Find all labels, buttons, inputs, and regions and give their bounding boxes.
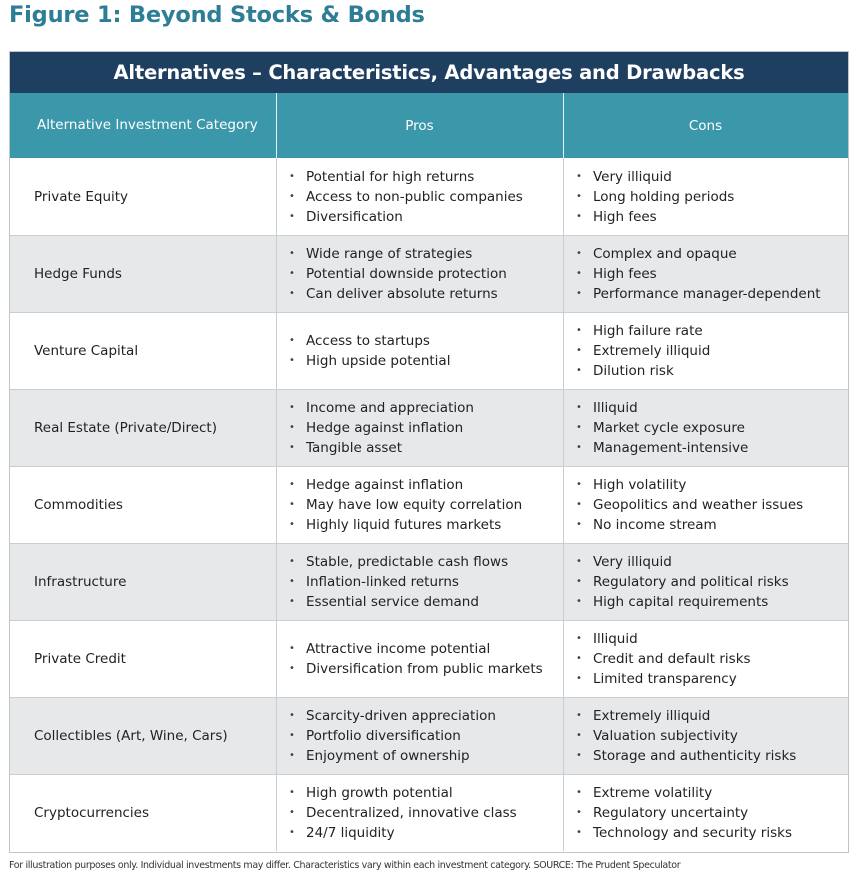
- pro-item: • Inflation-linked returns: [289, 572, 508, 592]
- table-row: [10, 466, 848, 543]
- category-cell: Collectibles (Art, Wine, Cars): [34, 728, 228, 744]
- pros-cell: [276, 698, 563, 774]
- cons-list: [576, 321, 710, 381]
- pro-item: • 24/7 liquidity: [289, 823, 517, 843]
- con-item: • Valuation subjectivity: [576, 726, 796, 746]
- con-item: • Extremely illiquid: [576, 706, 796, 726]
- con-item: • Complex and opaque: [576, 244, 821, 264]
- pro-item: • High upside potential: [289, 351, 450, 371]
- con-item: • High fees: [576, 264, 821, 284]
- header-category: Alternative Investment Category: [37, 117, 258, 133]
- table-row: [10, 774, 848, 851]
- con-item: • Very illiquid: [576, 552, 789, 572]
- cons-cell: [563, 236, 848, 312]
- cons-cell: [563, 621, 848, 697]
- cons-list: [576, 783, 792, 843]
- pro-item: • May have low equity correlation: [289, 495, 522, 515]
- cons-cell: [563, 313, 848, 389]
- pro-item: • Stable, predictable cash flows: [289, 552, 508, 572]
- con-item: • Illiquid: [576, 398, 748, 418]
- category-cell: Venture Capital: [34, 343, 139, 359]
- pro-item: • Diversification from public markets: [289, 659, 543, 679]
- category-cell: Hedge Funds: [34, 266, 122, 282]
- pro-item: • Potential downside protection: [289, 264, 507, 284]
- pros-list: [289, 398, 474, 458]
- pro-item: • Potential for high returns: [289, 167, 523, 187]
- cons-cell: [563, 390, 848, 466]
- con-item: • Dilution risk: [576, 361, 710, 381]
- category-cell: Commodities: [34, 497, 123, 513]
- table-body: [10, 158, 848, 851]
- figure-title: Figure 1: Beyond Stocks & Bonds: [9, 2, 425, 28]
- cons-list: [576, 167, 734, 227]
- header-pros: Pros: [405, 117, 434, 134]
- category-cell: Infrastructure: [34, 574, 127, 590]
- pro-item: • Hedge against inflation: [289, 418, 474, 438]
- category-cell: Private Equity: [34, 188, 129, 205]
- pro-item: • Essential service demand: [289, 592, 508, 612]
- con-item: • Illiquid: [576, 629, 751, 649]
- con-item: • High fees: [576, 207, 734, 227]
- table-row: [10, 620, 848, 697]
- con-item: • Long holding periods: [576, 187, 734, 207]
- cons-cell: [563, 775, 848, 851]
- pro-item: • Income and appreciation: [289, 398, 474, 418]
- con-item: • Limited transparency: [576, 669, 751, 689]
- cons-cell: [563, 698, 848, 774]
- pros-cell: [276, 467, 563, 543]
- con-item: • Technology and security risks: [576, 823, 792, 843]
- pro-item: • Access to startups: [289, 331, 450, 351]
- pros-list: [289, 783, 517, 843]
- table-row: [10, 235, 848, 312]
- pro-item: • Decentralized, innovative class: [289, 803, 517, 823]
- cons-list: [576, 244, 821, 304]
- cons-list: [576, 475, 803, 535]
- pros-list: [289, 639, 543, 679]
- category-cell: Real Estate (Private/Direct): [34, 420, 217, 436]
- cons-list: [576, 398, 748, 458]
- pro-item: • Highly liquid futures markets: [289, 515, 522, 535]
- pros-cell: [276, 313, 563, 389]
- con-item: • Management-intensive: [576, 438, 748, 458]
- pro-item: • Scarcity-driven appreciation: [289, 706, 496, 726]
- cons-list: [576, 552, 789, 612]
- pro-item: • High growth potential: [289, 783, 517, 803]
- con-item: • Regulatory and political risks: [576, 572, 789, 592]
- header-cons: Cons: [688, 117, 723, 134]
- con-item: • High capital requirements: [576, 592, 789, 612]
- pros-cell: [276, 158, 563, 235]
- table-header-row: [10, 93, 848, 158]
- con-item: • High volatility: [576, 475, 803, 495]
- cons-cell: [563, 544, 848, 620]
- cons-cell: [563, 158, 848, 235]
- table-title: Alternatives – Characteristics, Advantages and Drawbacks: [10, 52, 848, 93]
- pros-cell: [276, 621, 563, 697]
- pros-cell: [276, 775, 563, 851]
- table-row: [10, 543, 848, 620]
- table-row: [10, 389, 848, 466]
- pros-cell: [276, 236, 563, 312]
- pro-item: • Access to non-public companies: [289, 187, 523, 207]
- con-item: • Storage and authenticity risks: [576, 746, 796, 766]
- pro-item: • Portfolio diversification: [289, 726, 496, 746]
- pro-item: • Attractive income potential: [289, 639, 543, 659]
- table-row: [10, 697, 848, 774]
- pro-item: • Tangible asset: [289, 438, 474, 458]
- footnote: For illustration purposes only. Individual investments may differ. Characteristics vary within each investment category. SOURCE: The Prudent Speculator: [9, 860, 681, 871]
- con-item: • High failure rate: [576, 321, 710, 341]
- pros-list: [289, 167, 523, 227]
- pro-item: • Enjoyment of ownership: [289, 746, 496, 766]
- con-item: • Regulatory uncertainty: [576, 803, 792, 823]
- pro-item: • Wide range of strategies: [289, 244, 507, 264]
- pros-cell: [276, 390, 563, 466]
- pros-list: [289, 244, 507, 304]
- category-cell: Cryptocurrencies: [34, 805, 150, 821]
- cons-list: [576, 629, 751, 689]
- pros-cell: [276, 544, 563, 620]
- table-row: [10, 158, 848, 235]
- con-item: • Extreme volatility: [576, 783, 792, 803]
- category-cell: Private Credit: [34, 651, 126, 667]
- con-item: • Very illiquid: [576, 167, 734, 187]
- con-item: • No income stream: [576, 515, 803, 535]
- cons-cell: [563, 467, 848, 543]
- pros-list: [289, 475, 522, 535]
- comparison-table: [9, 51, 849, 853]
- pro-item: • Diversification: [289, 207, 523, 227]
- pros-list: [289, 331, 450, 371]
- pros-list: [289, 706, 496, 766]
- cons-list: [576, 706, 796, 766]
- con-item: • Performance manager-dependent: [576, 284, 821, 304]
- con-item: • Market cycle exposure: [576, 418, 748, 438]
- pro-item: • Hedge against inflation: [289, 475, 522, 495]
- con-item: • Credit and default risks: [576, 649, 751, 669]
- con-item: • Extremely illiquid: [576, 341, 710, 361]
- con-item: • Geopolitics and weather issues: [576, 495, 803, 515]
- table-row: [10, 312, 848, 389]
- pro-item: • Can deliver absolute returns: [289, 284, 507, 304]
- pros-list: [289, 552, 508, 612]
